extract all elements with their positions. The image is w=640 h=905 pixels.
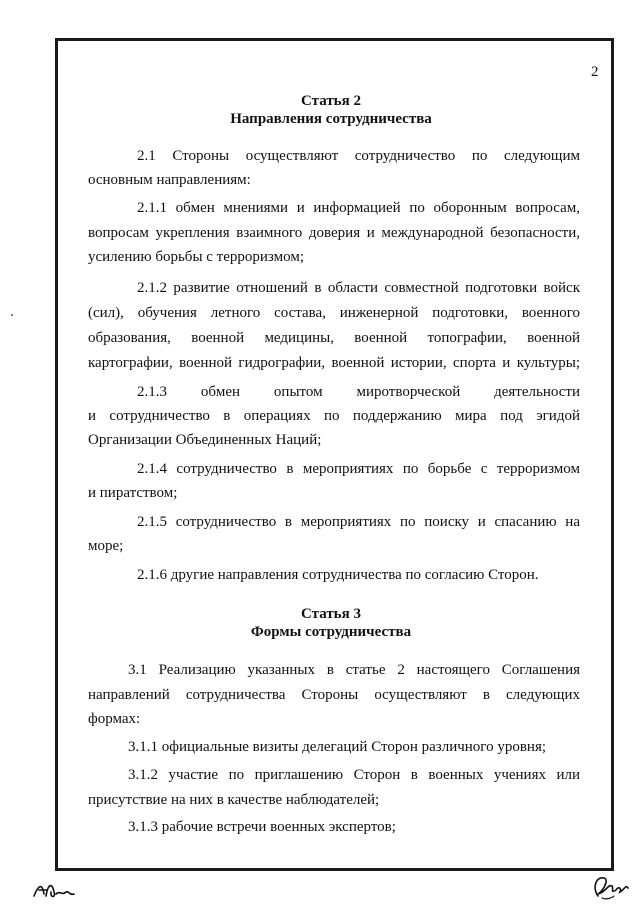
paragraph-2-1-2-line-3: образования, военной медицины, военной топографии, военной: [88, 330, 580, 346]
initials-signature-left: [30, 878, 100, 902]
paragraph-2-1-3-line-1: 2.1.3 обмен опытом миротворческой деятельности: [137, 384, 580, 400]
paragraph-2-1-2-line-2: (сил), обучения летного состава, инженерной подготовки, военного: [88, 305, 580, 321]
paragraph-2-1-1-line-1: 2.1.1 обмен мнениями и информацией по оборонным вопросам,: [137, 200, 580, 216]
paragraph-3-1-2-line-1: 3.1.2 участие по приглашению Сторон в военных учениях или: [128, 767, 580, 783]
paragraph-2-1-3-line-2: и сотрудничество в операциях по поддержанию мира под эгидой: [88, 408, 580, 424]
article-2-subtitle: Направления сотрудничества: [230, 111, 432, 127]
paragraph-2-1-1-line-2: вопросам укрепления взаимного доверия и международной безопасности,: [88, 225, 580, 241]
paragraph-2-1-1-line-3: усилению борьбы с терроризмом;: [88, 249, 304, 265]
article-3-subtitle: Формы сотрудничества: [250, 624, 412, 640]
article-3-title: Статья 3: [301, 606, 361, 622]
paragraph-3-1-2-line-2: присутствие на них в качестве наблюдателей;: [88, 792, 380, 808]
paragraph-2-1-2-line-4: картографии, военной гидрографии, военной истории, спорта и культуры;: [88, 355, 580, 371]
scan-speck: [11, 314, 13, 316]
paragraph-2-1-3-line-3: Организации Объединенных Наций;: [88, 432, 322, 448]
page-number: 2: [591, 64, 599, 80]
paragraph-2-1-line-2: основным направлениям:: [88, 172, 251, 188]
paragraph-3-1-line-3: формах:: [88, 711, 141, 727]
paragraph-2-1-line-1: 2.1 Стороны осуществляют сотрудничество по следующим: [137, 148, 580, 164]
paragraph-3-1-1: 3.1.1 официальные визиты делегаций Сторон различного уровня;: [128, 739, 547, 755]
paragraph-2-1-4-line-2: и пиратством;: [88, 485, 178, 501]
paragraph-2-1-5-line-1: 2.1.5 сотрудничество в мероприятиях по поиску и спасанию на: [137, 514, 580, 530]
paragraph-3-1-line-2: направлений сотрудничества Стороны осуществляют в следующих: [88, 687, 580, 703]
paragraph-2-1-6: 2.1.6 другие направления сотрудничества по согласию Сторон.: [137, 567, 539, 583]
paragraph-2-1-4-line-1: 2.1.4 сотрудничество в мероприятиях по борьбе с терроризмом: [137, 461, 580, 477]
paragraph-2-1-2-line-1: 2.1.2 развитие отношений в области совместной подготовки войск: [137, 280, 580, 296]
paragraph-3-1-3: 3.1.3 рабочие встречи военных экспертов;: [128, 819, 396, 835]
paragraph-2-1-5-line-2: море;: [88, 538, 124, 554]
article-2-title: Статья 2: [301, 93, 361, 109]
initials-signature-right: [588, 870, 636, 902]
paragraph-3-1-line-1: 3.1 Реализацию указанных в статье 2 настоящего Соглашения: [128, 662, 580, 678]
